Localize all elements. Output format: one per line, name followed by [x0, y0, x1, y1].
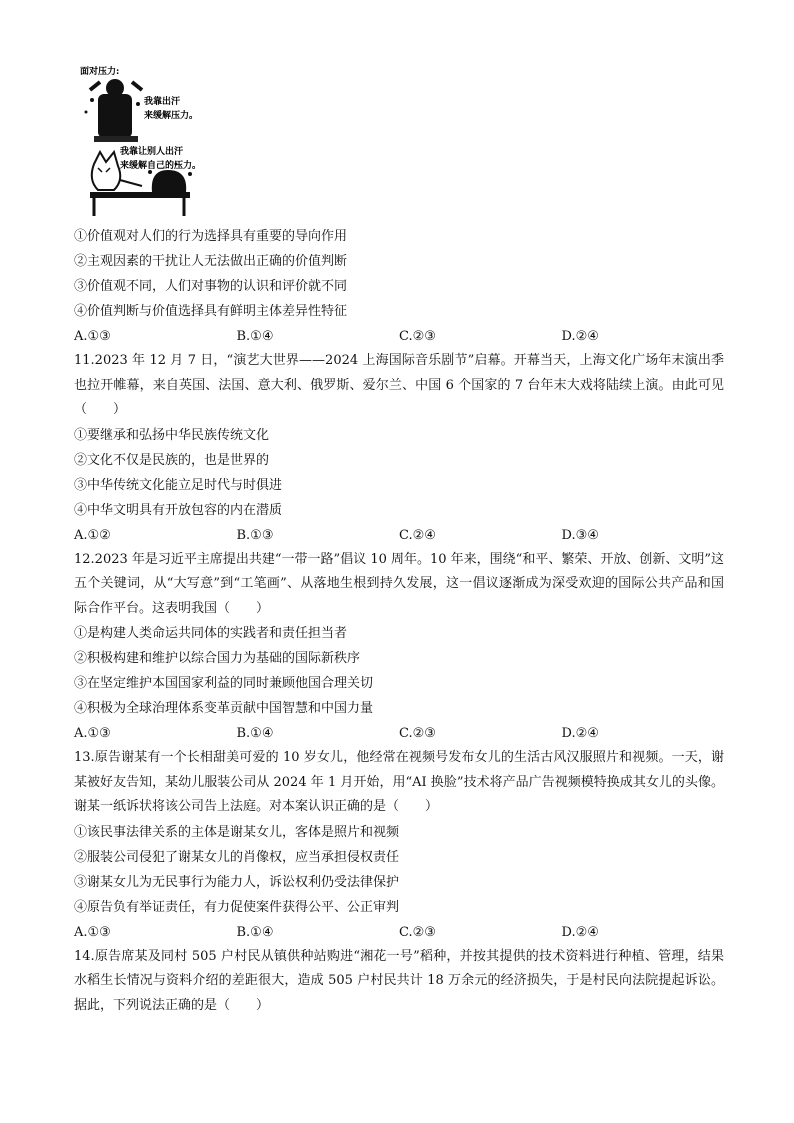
q12-option-d[interactable]: D.②④ [561, 726, 599, 741]
q12-stem: 12.2023 年是习近平主席提出共建“一带一路”倡议 10 周年。10 年来，围绕“和平、繁荣、开放、创新、文明”这五个关键词，从“大写意”到“工笔画”、从落地生根到持久发展，这一倡议逐渐成为深受欢迎的国际公共产品和国际合作平台。这表明我国（ ） [74, 551, 724, 616]
q11-option-b[interactable]: B.①③ [236, 527, 274, 543]
q12-item-1: ①是构建人类命运共同体的实践者和责任担当者 [74, 626, 348, 641]
cartoon-illustration [80, 60, 216, 220]
q12-options [74, 721, 724, 746]
q13-item-3: ③谢某女儿为无民事行为能力人，诉讼权利仍受法律保护 [74, 874, 400, 890]
question-10 [74, 224, 724, 349]
q12-item-3: ③在坚定维护本国国家利益的同时兼顾他国合理关切 [74, 676, 374, 691]
cartoon-title: 面对压力: [80, 67, 120, 77]
q13-options [74, 920, 724, 945]
q12-option-b[interactable]: B.①④ [236, 726, 274, 741]
cartoon-speech-top-1: 我靠出汗 [144, 97, 181, 107]
cartoon-speech-bottom-2: 来缓解自己的压力。 [120, 161, 202, 171]
q10-item-4: ④价值判断与价值选择具有鲜明主体差异性特征 [74, 304, 348, 319]
question-12 [74, 548, 724, 747]
q14-stem: 14.原告席某及同村 505 户村民从镇供种站购进“湘花一号”稻种，并按其提供的技术资料进行种植、管理，结果水稻生长情况与资料介绍的差距很大，造成 505 户村民共计 18 万余元的经济损失，于是村民向法院提起诉讼。据此，下列说法正确的是（ ） [74, 948, 724, 1013]
cartoon-speech-bottom-1: 我靠让别人出汗 [120, 147, 184, 157]
q11-item-3: ③中华传统文化能立足时代与时俱进 [74, 477, 283, 493]
cartoon-drawing [80, 60, 216, 220]
q12-option-a[interactable]: A.①③ [74, 726, 111, 741]
q10-item-3: ③价值观不同，人们对事物的认识和评价就不同 [74, 279, 348, 294]
q11-option-c[interactable]: C.②④ [399, 527, 436, 543]
q13-option-c[interactable]: C.②③ [399, 924, 436, 940]
q11-option-d[interactable]: D.③④ [561, 527, 599, 543]
q13-option-a[interactable]: A.①③ [74, 924, 111, 940]
question-11 [74, 349, 724, 548]
q10-option-b[interactable]: B.①④ [236, 329, 274, 344]
cartoon-speech-top-2: 来缓解压力。 [144, 111, 199, 121]
q13-item-4: ④原告负有举证责任，有力促使案件获得公平、公正审判 [74, 899, 400, 915]
q10-option-c[interactable]: C.②③ [399, 329, 436, 344]
q13-item-2: ②服装公司侵犯了谢某女儿的肖像权，应当承担侵权责任 [74, 849, 400, 865]
q11-options [74, 523, 724, 548]
question-13 [74, 746, 724, 945]
q12-item-4: ④积极为全球治理体系变革贡献中国智慧和中国力量 [74, 701, 374, 716]
q13-option-d[interactable]: D.②④ [561, 924, 599, 940]
q10-options [74, 324, 724, 349]
exam-page [74, 60, 724, 1018]
q11-item-4: ④中华文明具有开放包容的内在潜质 [74, 502, 283, 518]
q12-item-2: ②积极构建和维护以综合国力为基础的国际新秩序 [74, 651, 361, 666]
q10-option-a[interactable]: A.①③ [74, 329, 111, 344]
q13-option-b[interactable]: B.①④ [236, 924, 274, 940]
q12-option-c[interactable]: C.②③ [399, 726, 436, 741]
q13-item-1: ①该民事法律关系的主体是谢某女儿，客体是照片和视频 [74, 824, 400, 840]
q13-stem: 13.原告谢某有一个长相甜美可爱的 10 岁女儿，他经常在视频号发布女儿的生活古风汉服照片和视频。一天，谢某被好友告知，某幼儿服装公司从 2024 年 1 月开始，用“AI 换脸”技术将产品广告视频模特换成其女儿的头像。谢某一纸诉状将该公司告上法庭。对本案认识正确的是（ ） [74, 750, 724, 814]
q11-item-2: ②文化不仅是民族的，也是世界的 [74, 452, 270, 468]
q11-option-a[interactable]: A.①② [74, 527, 111, 543]
q10-item-2: ②主观因素的干扰让人无法做出正确的价值判断 [74, 254, 348, 269]
q11-stem: 11.2023 年 12 月 7 日，“演艺大世界——2024 上海国际音乐剧节”启幕。开幕当天，上海文化广场年末演出季也拉开帷幕，来自英国、法国、意大利、俄罗斯、爱尔兰、中国 6 个国家的 7 台年末大戏将陆续上演。由此可见（ ） [74, 353, 724, 417]
q11-item-1: ①要继承和弘扬中华民族传统文化 [74, 427, 270, 443]
q10-option-d[interactable]: D.②④ [561, 329, 599, 344]
q10-item-1: ①价值观对人们的行为选择具有重要的导向作用 [74, 229, 348, 244]
question-14 [74, 945, 724, 1019]
